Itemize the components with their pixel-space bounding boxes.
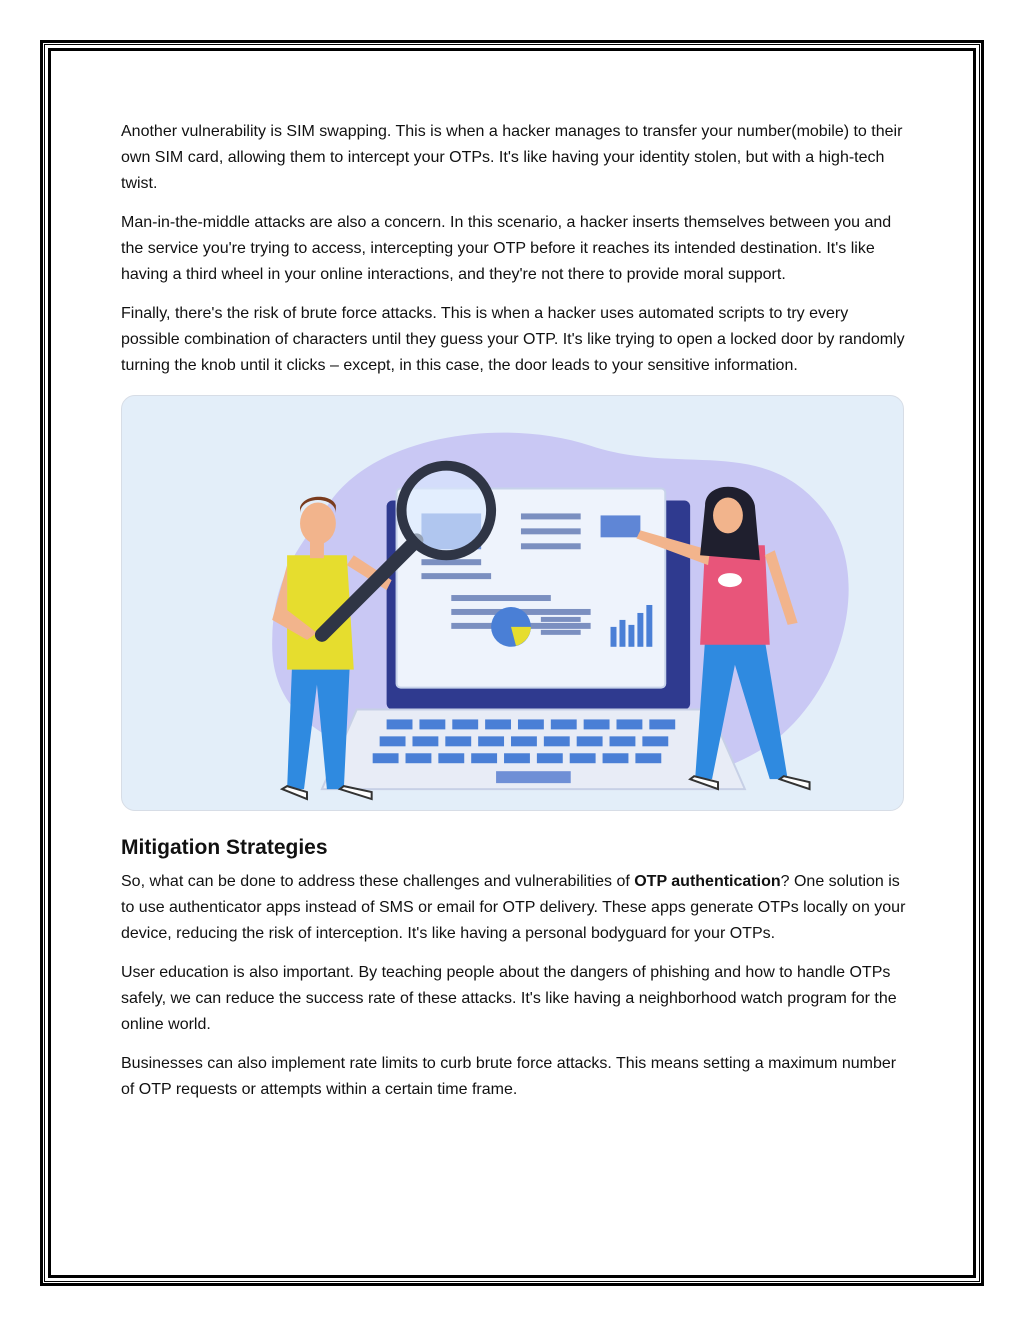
paragraph-man-in-the-middle: Man-in-the-middle attacks are also a concern. In this scenario, a hacker inserts themselves between you and the service you're trying to access, intercepting your OTP before it reaches its intended destination. It's like having a third wheel in your online interactions, and they're not there to provide moral support. <box>121 214 892 283</box>
intro-text-before: So, what can be done to address these challenges and vulnerabilities of <box>121 873 635 890</box>
section-heading-mitigation-strategies: Mitigation Strategies <box>121 836 328 859</box>
illustration-svg <box>122 396 903 810</box>
paragraph-authenticator-apps <box>121 869 911 947</box>
paragraph-sim-swapping: Another vulnerability is SIM swapping. This is when a hacker manages to transfer your number(mobile) to their own SIM card, allowing them to intercept your OTPs. It's like having your identity stolen, but with a high-tech twist. <box>121 123 903 192</box>
paragraph-user-education: User education is also important. By teaching people about the dangers of phishing and how to handle OTPs safely, we can reduce the success rate of these attacks. It's like having a neighborhood watch program for the online world. <box>121 964 897 1033</box>
touchpad <box>496 771 571 783</box>
paragraph-brute-force: Finally, there's the risk of brute force attacks. This is when a hacker uses automated scripts to try every possible combination of characters until they guess your OTP. It's like trying to open a locked door by randomly turning the knob until it clicks – except, in this case, the door leads to your sensitive information. <box>121 305 905 374</box>
security-analysis-illustration <box>121 395 904 811</box>
document-body <box>121 119 911 1116</box>
screen-highlight-block <box>601 515 641 537</box>
paragraph-rate-limits: Businesses can also implement rate limits to curb brute force attacks. This means setting a maximum number of OTP requests or attempts within a certain time frame. <box>121 1055 897 1098</box>
otp-authentication-term: OTP authentication <box>634 873 781 890</box>
intro-text-after: ? One solution is to use authenticator apps instead of SMS or email for OTP delivery. These apps generate OTPs locally on your device, reducing the risk of interception. It's like having a personal bodyguard for your OTPs. <box>121 873 906 942</box>
